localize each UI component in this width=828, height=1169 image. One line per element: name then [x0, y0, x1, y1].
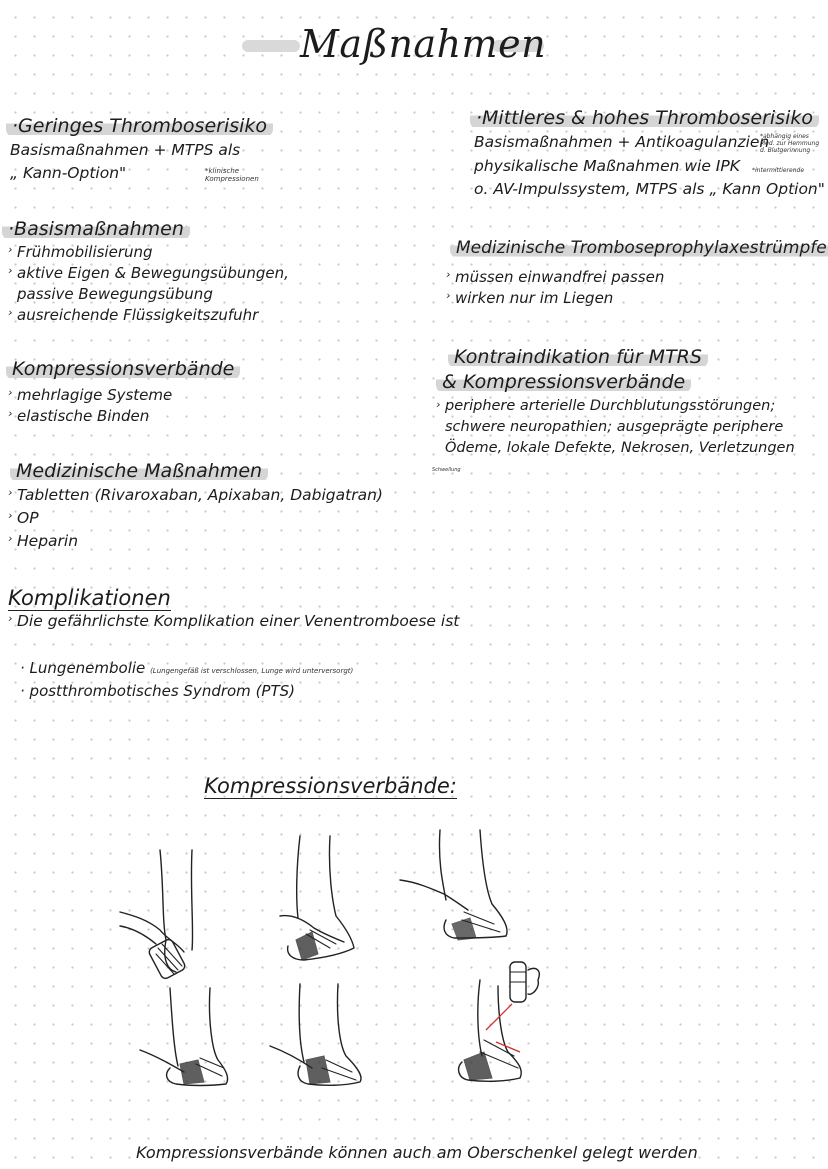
bandage-step-2 — [280, 836, 354, 960]
bullet-icon: › — [8, 407, 13, 420]
bullet-icon: › — [446, 289, 451, 302]
komplikation-item-2 — [20, 682, 295, 700]
bandage-step-4 — [140, 988, 228, 1086]
text-line: › periphere arterielle Durchblutungsstörungen; — [436, 398, 776, 414]
bullet-icon: › — [8, 509, 13, 522]
low-risk-note: *klinische Kompressionen — [205, 167, 259, 183]
mid-high-note2: *intermittierende — [752, 167, 805, 174]
bullet-icon: › — [8, 306, 13, 319]
kontra-heading-2: & Kompressionsverbände — [436, 371, 691, 393]
bandage-step-5 — [270, 984, 361, 1085]
bullet-icon: › — [8, 486, 13, 499]
list-item: › Tabletten (Rivaroxaban, Apixaban, Dabigatran) — [8, 486, 383, 504]
list-item: › müssen einwandfrei passen — [446, 268, 665, 286]
komplikation-note: (Lungengefäß ist verschlossen, Lunge wird unterversorgt) — [150, 667, 354, 675]
title-highlight-left — [242, 40, 300, 52]
text-line: schwere neuropathien; ausgeprägte periphere — [445, 419, 784, 435]
bandage-illustration — [100, 820, 560, 1100]
list-item: › OP — [8, 509, 39, 527]
medizinisch-heading: Medizinische Maßnahmen — [10, 460, 268, 482]
kontra-lines — [436, 398, 795, 461]
list-item: passive Bewegungsübung — [17, 285, 213, 303]
bullet-icon: › — [8, 264, 13, 277]
kontra-heading-1: Kontraindikation für MTRS — [448, 346, 708, 368]
mid-high-heading: ·Mittleres & hohes Thromboserisiko — [470, 107, 819, 129]
bullet-icon: › — [8, 532, 13, 545]
medizinisch-list — [8, 486, 383, 555]
bandage-step-6 — [459, 962, 540, 1081]
bullet-icon: › — [446, 268, 451, 281]
bullet-icon: › — [8, 243, 13, 256]
page-title: Maßnahmen — [300, 22, 547, 66]
mtps-heading: Medizinische Tromboseprophylaxestrümpfe — [450, 238, 828, 258]
basis-heading: ·Basismaßnahmen — [2, 218, 190, 240]
bandage-step-3 — [400, 830, 507, 940]
basis-list — [8, 243, 289, 327]
text-line: Ödeme, lokale Defekte, Nekrosen, Verletzungen — [445, 440, 795, 456]
bullet-icon: › — [436, 398, 441, 411]
low-risk-line2: „ Kann-Option" — [10, 164, 127, 182]
komplikationen-line: › Die gefährlichste Komplikation einer Venentromboese ist — [8, 612, 460, 630]
figure-caption: Kompressionsverbände können auch am Oberschenkel gelegt werden — [136, 1143, 698, 1162]
bandage-step-1 — [120, 850, 193, 980]
list-item: › ausreichende Flüssigkeitszufuhr — [8, 306, 259, 324]
list-item: › Heparin — [8, 532, 79, 550]
komplikation-label: Lungenembolie — [29, 659, 146, 677]
low-risk-line1: Basismaßnahmen + MTPS als — [10, 141, 241, 159]
mid-high-line1: Basismaßnahmen + Antikoagulanzien — [474, 133, 770, 151]
kompression-list — [8, 386, 172, 428]
list-item: › mehrlagige Systeme — [8, 386, 173, 404]
komplikationen-heading: Komplikationen — [8, 586, 171, 610]
bullet-icon: › — [8, 386, 13, 399]
mid-high-line3: o. AV-Impulssystem, MTPS als „ Kann Option" — [474, 180, 825, 198]
komplikation-label: postthrombotisches Syndrom (PTS) — [29, 682, 295, 700]
list-item: › Frühmobilisierung — [8, 243, 153, 261]
list-item: › elastische Binden — [8, 407, 150, 425]
bullet-icon: › — [8, 612, 13, 625]
figure-heading: Kompressionsverbände: — [204, 774, 457, 798]
bullet-icon: · — [20, 682, 30, 700]
mid-high-note1: *abhängig eines Med. zur Hemmung d. Blutgerinnung — [760, 133, 820, 154]
komplikation-item-1 — [20, 659, 353, 677]
low-risk-heading: ·Geringes Thromboserisiko — [6, 115, 273, 137]
mtps-list — [446, 268, 664, 310]
list-item: › aktive Eigen & Bewegungsübungen, — [8, 264, 289, 282]
list-item: › wirken nur im Liegen — [446, 289, 614, 307]
kontra-note: Schwellung — [432, 467, 461, 473]
kompression-heading: Kompressionsverbände — [6, 358, 240, 380]
mid-high-line2: physikalische Maßnahmen wie IPK — [474, 157, 740, 175]
bullet-icon: · — [20, 659, 30, 677]
